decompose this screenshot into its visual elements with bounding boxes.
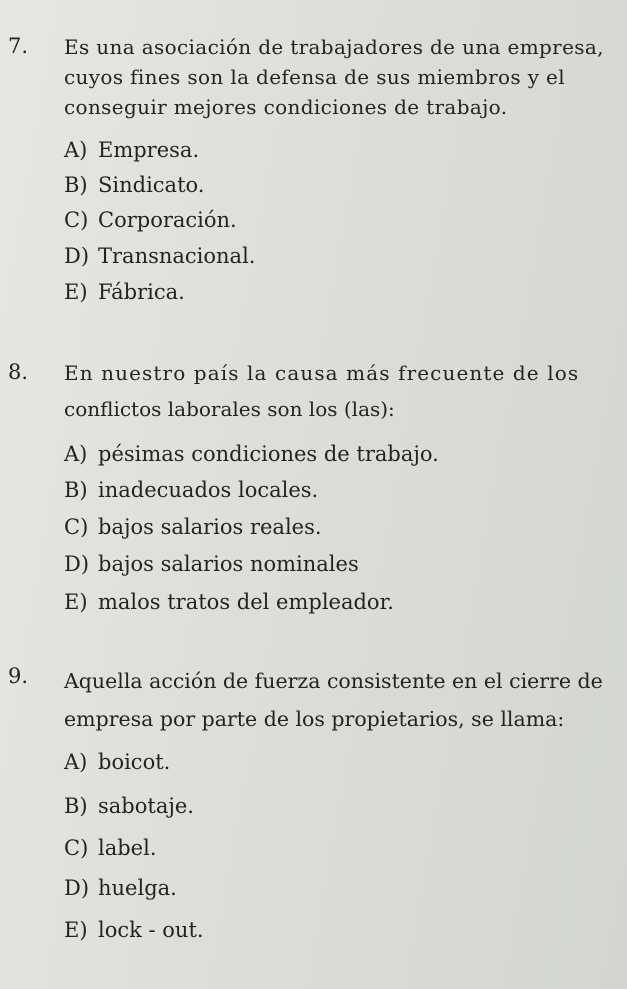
question-line: En nuestro país la causa más frecuente de los [64, 361, 580, 385]
option-letter: C) [64, 836, 89, 860]
option-e [64, 588, 394, 616]
option-letter: D) [64, 244, 90, 268]
option-text: Empresa. [98, 138, 200, 162]
question-line: cuyos fines son la defensa de sus miembros y el [64, 65, 565, 89]
option-c [64, 206, 237, 234]
option-d [64, 874, 177, 902]
option-text: Fábrica. [98, 280, 185, 304]
option-text: Transnacional. [98, 244, 256, 268]
option-text: bajos salarios nominales [98, 552, 359, 576]
option-text: Corporación. [98, 208, 237, 232]
question-number: 7. [8, 34, 29, 58]
option-text: huelga. [98, 876, 177, 900]
option-letter: A) [64, 750, 88, 774]
question-line: empresa por parte de los propietarios, se llama: [64, 707, 565, 731]
option-letter: E) [64, 590, 88, 614]
option-letter: C) [64, 208, 89, 232]
option-text: bajos salarios reales. [98, 515, 322, 539]
option-text: malos tratos del empleador. [98, 590, 394, 614]
option-e [64, 916, 204, 944]
option-letter: E) [64, 918, 88, 942]
question-line: Es una asociación de trabajadores de una empresa, [64, 35, 604, 59]
option-text: Sindicato. [98, 173, 205, 197]
option-letter: B) [64, 478, 88, 502]
question-number: 8. [8, 360, 29, 384]
option-letter: C) [64, 515, 89, 539]
option-letter: B) [64, 794, 88, 818]
option-b [64, 171, 204, 199]
option-letter: D) [64, 552, 90, 576]
option-letter: A) [64, 442, 88, 466]
option-d [64, 550, 359, 578]
option-c [64, 834, 157, 862]
option-a [64, 440, 439, 468]
question-line: Aquella acción de fuerza consistente en el cierre de [64, 669, 603, 693]
option-letter: D) [64, 876, 90, 900]
question-text [64, 662, 609, 738]
option-b [64, 476, 318, 504]
question-number: 9. [8, 664, 29, 688]
option-d [64, 242, 255, 270]
option-text: sabotaje. [98, 794, 194, 818]
question-line: conflictos laborales son los (las): [64, 397, 395, 421]
option-text: lock - out. [98, 918, 204, 942]
option-letter: E) [64, 280, 88, 304]
option-e [64, 278, 185, 306]
option-c [64, 513, 322, 541]
option-a [64, 748, 170, 776]
question-text [64, 358, 609, 424]
question-line: conseguir mejores condiciones de trabajo. [64, 95, 508, 119]
option-a [64, 136, 199, 164]
option-letter: B) [64, 173, 88, 197]
option-text: pésimas condiciones de trabajo. [98, 442, 439, 466]
option-text: inadecuados locales. [98, 478, 319, 502]
question-text [64, 32, 609, 122]
option-b [64, 792, 194, 820]
option-text: label. [98, 836, 157, 860]
option-text: boicot. [98, 750, 171, 774]
option-letter: A) [64, 138, 88, 162]
